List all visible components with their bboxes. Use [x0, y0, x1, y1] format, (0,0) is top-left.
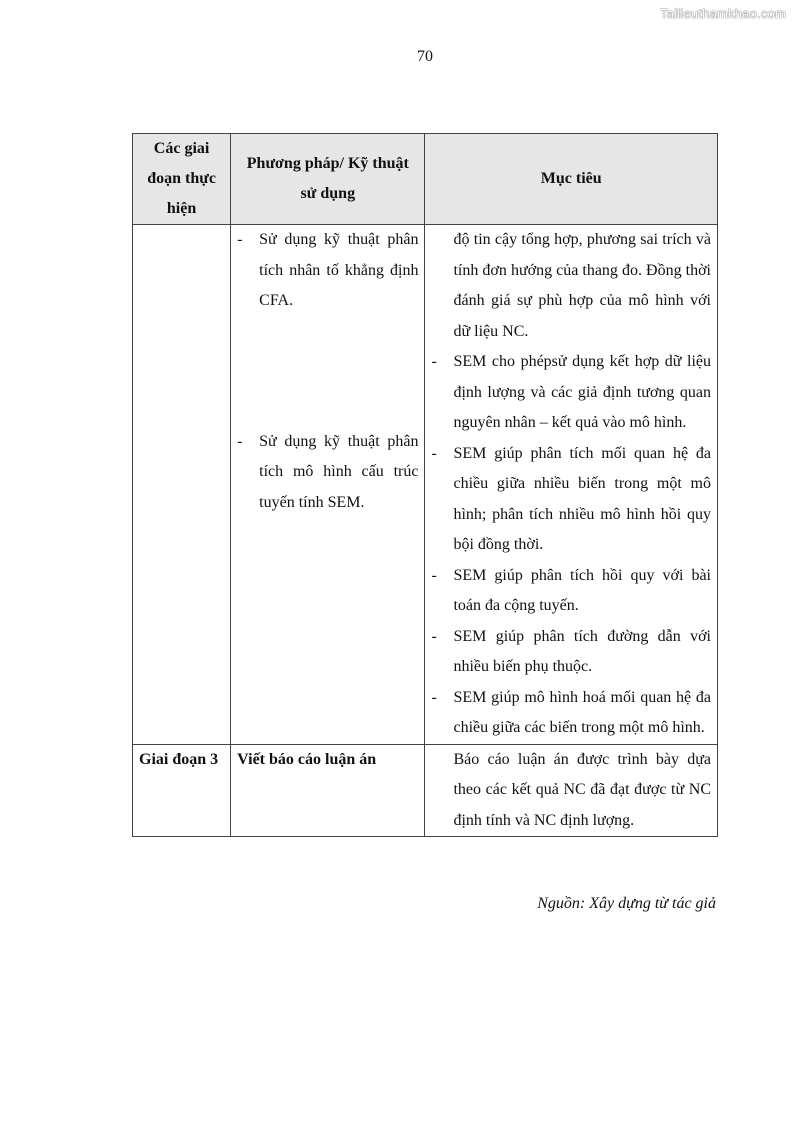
- objective-text: SEM giúp phân tích hồi quy với bài toán đa cộng tuyến.: [453, 566, 711, 614]
- spacer: [237, 317, 418, 427]
- objective-item: [431, 622, 711, 683]
- page-number: 70: [417, 48, 433, 65]
- objective-text: Báo cáo luận án được trình bày dựa theo các kết quả NC đã đạt được từ NC định tính và NC định lượng.: [453, 750, 711, 829]
- table-row: [133, 225, 718, 745]
- objective-item: [431, 683, 711, 744]
- stage-cell: Giai đoạn 3: [133, 744, 231, 837]
- research-stages-table: [132, 133, 718, 837]
- header-stage-line: hiện: [166, 200, 197, 217]
- method-cell: Viết báo cáo luận án: [231, 744, 425, 837]
- table-header-row: [133, 134, 718, 225]
- objective-cell: [425, 744, 718, 837]
- header-method: [231, 134, 425, 225]
- bullet-dash: -: [237, 231, 243, 248]
- header-stage: [133, 134, 231, 225]
- bullet-dash: -: [431, 688, 437, 706]
- bullet-dash: -: [431, 444, 437, 462]
- source-note: Nguồn: Xây dựng từ tác giả: [537, 895, 716, 912]
- bullet-dash: -: [237, 432, 243, 450]
- objective-item: [431, 439, 711, 561]
- methods-cell: [231, 225, 425, 745]
- watermark-text: Tailieuthamkhao.com: [660, 6, 786, 21]
- header-stage-line: đoạn thực: [147, 170, 216, 187]
- method-text: Sử dụng kỹ thuật phân tích nhân tố khẳng định CFA.: [259, 231, 419, 309]
- bullet-dash: -: [431, 627, 437, 645]
- method-text: Sử dụng kỹ thuật phân tích mô hình cấu trúc tuyến tính SEM.: [259, 432, 419, 511]
- header-method-line: Phương pháp/ Kỹ thuật: [246, 155, 409, 172]
- objective-text: SEM giúp mô hình hoá mối quan hệ đa chiều giữa các biến trong một mô hình.: [453, 688, 711, 736]
- objective-item: [431, 561, 711, 622]
- objective-text: SEM giúp phân tích đường dẫn với nhiều biến phụ thuộc.: [453, 627, 711, 675]
- header-objective: Mục tiêu: [425, 134, 718, 225]
- objective-text: SEM giúp phân tích mối quan hệ đa chiều giữa nhiều biến trong một mô hình; phân tích nhiều mô hình hồi quy bội đồng thời.: [453, 444, 711, 553]
- objectives-cell: [425, 225, 718, 745]
- stage-cell: [133, 225, 231, 745]
- header-stage-line: Các giai: [153, 140, 210, 157]
- table-row: [133, 744, 718, 837]
- header-method-line: sử dụng: [300, 185, 356, 202]
- method-item: [237, 427, 418, 519]
- bullet-dash: -: [431, 353, 437, 370]
- method-item: [237, 225, 418, 317]
- bullet-dash: -: [431, 566, 437, 584]
- objective-item: [431, 347, 711, 439]
- objective-text: SEM cho phépsử dụng kết hợp dữ liệu định lượng và các giả định tương quan nguyên nhân – kết quả vào mô hình.: [453, 353, 711, 431]
- objective-continuation: độ tin cậy tổng hợp, phương sai trích và tính đơn hướng của thang đo. Đồng thời đánh giá sự phù hợp của mô hình với dữ liệu NC.: [453, 231, 711, 340]
